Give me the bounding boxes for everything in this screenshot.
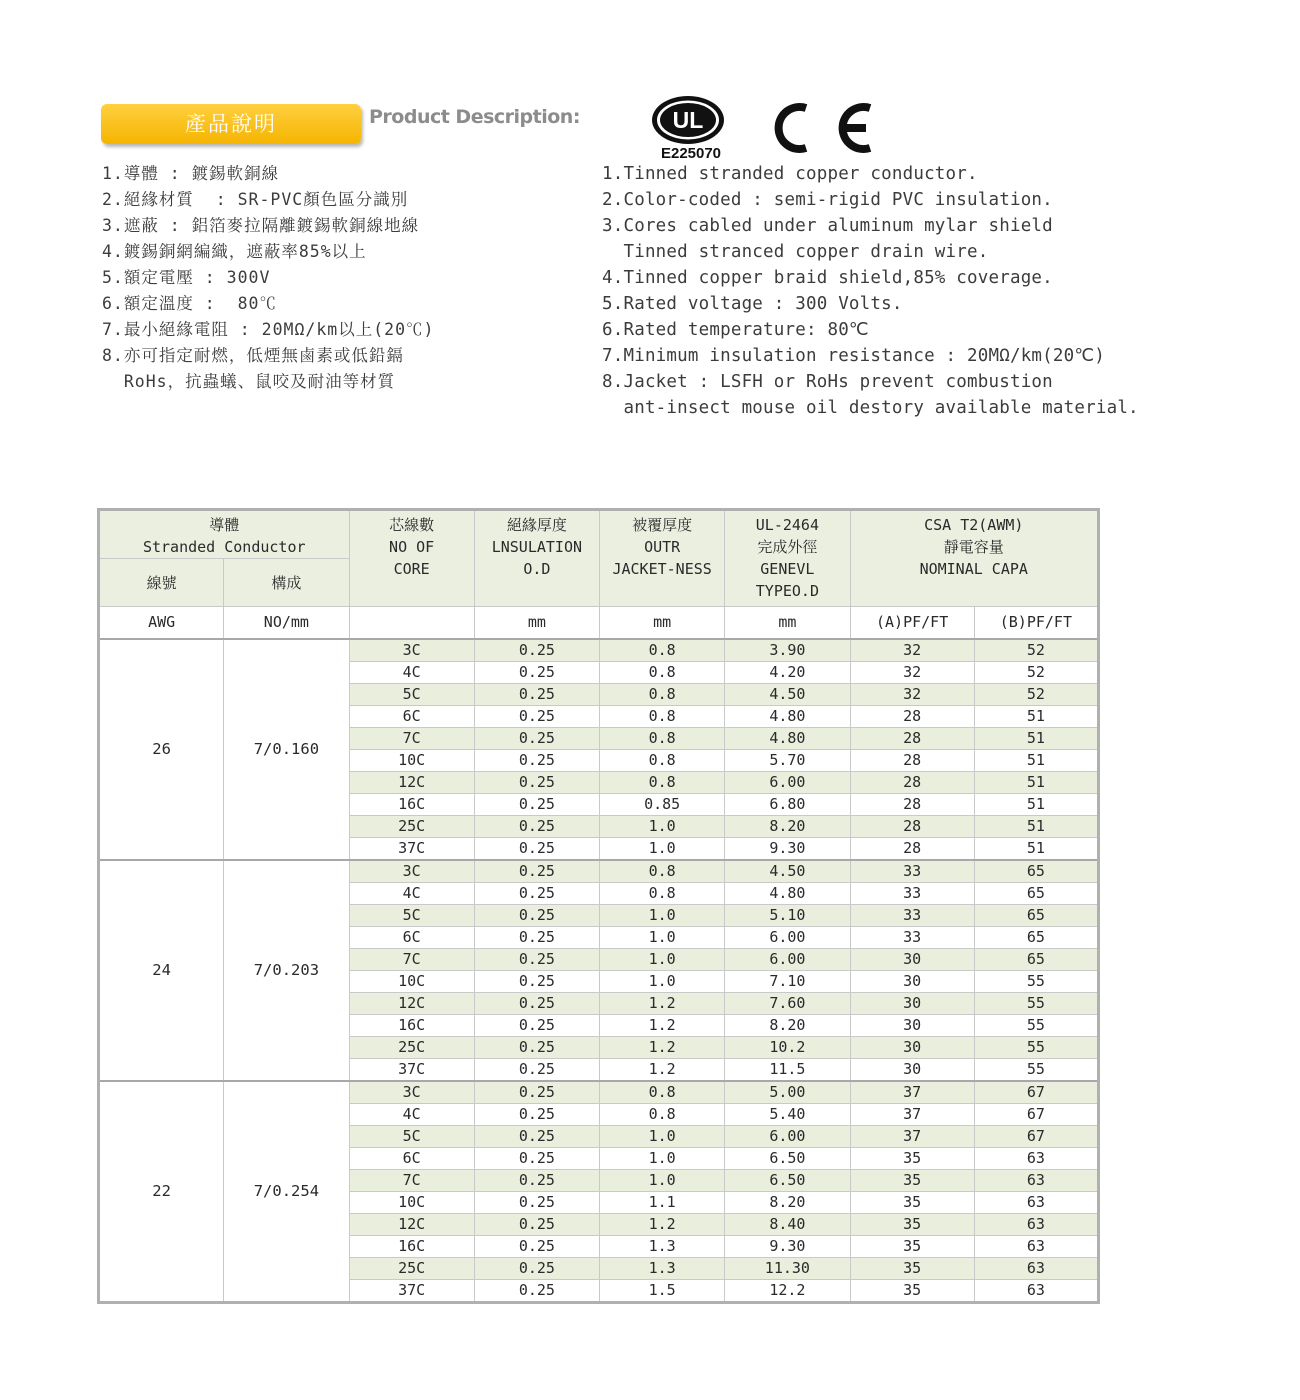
header-gauge: 線號 [99, 559, 224, 607]
od-cell: 5.70 [725, 750, 850, 772]
capa-a-cell: 33 [850, 883, 974, 905]
awg-cell: 24 [99, 860, 224, 1081]
feature-cn-item: 3.遮蔽 : 鋁箔麥拉隔離鍍錫軟銅線地線 [102, 216, 420, 235]
jacket-cell: 0.8 [600, 662, 725, 684]
unit-core [349, 607, 474, 640]
ins-cell: 0.25 [474, 1236, 599, 1258]
capa-b-cell: 51 [974, 772, 1098, 794]
ins-cell: 0.25 [474, 728, 599, 750]
feature-cn-item: 6.額定溫度 : 80℃ [102, 294, 277, 313]
capa-a-cell: 28 [850, 706, 974, 728]
jacket-cell: 0.8 [600, 772, 725, 794]
ins-cell: 0.25 [474, 639, 599, 662]
core-cell: 37C [349, 1059, 474, 1082]
od-cell: 8.20 [725, 816, 850, 838]
ins-cell: 0.25 [474, 1258, 599, 1280]
jacket-cell: 1.1 [600, 1192, 725, 1214]
od-cell: 8.40 [725, 1214, 850, 1236]
header-jacket-line: JACKET-NESS [612, 560, 712, 578]
od-cell: 6.00 [725, 1126, 850, 1148]
capa-a-cell: 35 [850, 1214, 974, 1236]
feature-en-item: 7.Minimum insulation resistance : 20MΩ/km(20℃) [602, 346, 1105, 366]
jacket-cell: 1.0 [600, 1148, 725, 1170]
core-cell: 16C [349, 794, 474, 816]
capa-a-cell: 35 [850, 1170, 974, 1192]
capa-b-cell: 65 [974, 949, 1098, 971]
feature-en-item: 2.Color-coded : semi-rigid PVC insulation. [602, 190, 1053, 210]
jacket-cell: 1.3 [600, 1236, 725, 1258]
jacket-cell: 1.0 [600, 971, 725, 993]
core-cell: 7C [349, 728, 474, 750]
capa-a-cell: 30 [850, 1037, 974, 1059]
header-od-line: UL-2464 [755, 516, 819, 534]
capa-a-cell: 37 [850, 1126, 974, 1148]
feature-en-item: 5.Rated voltage : 300 Volts. [602, 294, 903, 314]
header-jacket-line: OUTR [644, 538, 681, 556]
unit-od: mm [725, 607, 850, 640]
jacket-cell: 1.0 [600, 816, 725, 838]
feature-cn-item: 5.額定電壓 : 300V [102, 268, 271, 287]
core-cell: 3C [349, 639, 474, 662]
ul-file-number: E225070 [660, 145, 722, 160]
od-cell: 5.40 [725, 1104, 850, 1126]
capa-b-cell: 63 [974, 1148, 1098, 1170]
od-cell: 6.80 [725, 794, 850, 816]
ins-cell: 0.25 [474, 1170, 599, 1192]
capa-a-cell: 28 [850, 772, 974, 794]
header-capacitance [850, 510, 1099, 607]
jacket-cell: 0.8 [600, 860, 725, 883]
capa-a-cell: 33 [850, 927, 974, 949]
ins-cell: 0.25 [474, 838, 599, 861]
od-cell: 8.20 [725, 1015, 850, 1037]
od-cell: 6.00 [725, 772, 850, 794]
feature-list-chinese [102, 161, 434, 395]
ins-cell: 0.25 [474, 1214, 599, 1236]
construction-cell: 7/0.254 [224, 1081, 349, 1303]
jacket-cell: 0.8 [600, 1104, 725, 1126]
header-jacket-line: 被覆厚度 [632, 516, 693, 534]
od-cell: 9.30 [725, 838, 850, 861]
ins-cell: 0.25 [474, 905, 599, 927]
ins-cell: 0.25 [474, 993, 599, 1015]
od-cell: 10.2 [725, 1037, 850, 1059]
capa-b-cell: 63 [974, 1280, 1098, 1303]
capa-a-cell: 32 [850, 684, 974, 706]
feature-en-item: 6.Rated temperature: 80℃ [602, 320, 869, 340]
header-cores-line: NO OF [389, 538, 435, 556]
feature-cn-item: RoHs，抗蟲蟻、鼠咬及耐油等材質 [102, 372, 396, 391]
core-cell: 5C [349, 684, 474, 706]
jacket-cell: 0.85 [600, 794, 725, 816]
capa-b-cell: 65 [974, 883, 1098, 905]
jacket-cell: 1.2 [600, 993, 725, 1015]
ins-cell: 0.25 [474, 1104, 599, 1126]
jacket-cell: 1.5 [600, 1280, 725, 1303]
feature-list-english [602, 161, 1139, 421]
header-cores [349, 510, 474, 607]
od-cell: 11.5 [725, 1059, 850, 1082]
capa-a-cell: 28 [850, 728, 974, 750]
capa-a-cell: 28 [850, 750, 974, 772]
feature-cn-item: 1.導體 : 鍍錫軟銅線 [102, 164, 280, 183]
capa-b-cell: 51 [974, 816, 1098, 838]
ins-cell: 0.25 [474, 1015, 599, 1037]
ins-cell: 0.25 [474, 772, 599, 794]
header-conductor-en: Stranded Conductor [142, 538, 306, 556]
capa-b-cell: 63 [974, 1214, 1098, 1236]
capa-b-cell: 51 [974, 728, 1098, 750]
core-cell: 25C [349, 816, 474, 838]
jacket-cell: 1.3 [600, 1258, 725, 1280]
feature-en-item: 3.Cores cabled under aluminum mylar shield [602, 216, 1053, 236]
capa-b-cell: 55 [974, 1015, 1098, 1037]
capa-b-cell: 67 [974, 1104, 1098, 1126]
feature-en-item: Tinned stranced copper drain wire. [602, 242, 989, 262]
feature-cn-item: 8.亦可指定耐燃，低煙無鹵素或低鉛鎘 [102, 346, 404, 365]
capa-a-cell: 33 [850, 860, 974, 883]
jacket-cell: 1.2 [600, 1214, 725, 1236]
capa-a-cell: 35 [850, 1148, 974, 1170]
od-cell: 6.50 [725, 1170, 850, 1192]
jacket-cell: 1.0 [600, 905, 725, 927]
jacket-cell: 1.2 [600, 1015, 725, 1037]
cable-spec-table [97, 508, 1100, 1304]
capa-b-cell: 63 [974, 1192, 1098, 1214]
capa-b-cell: 67 [974, 1081, 1098, 1104]
header-capa-line: 靜電容量 [943, 538, 1004, 556]
core-cell: 37C [349, 1280, 474, 1303]
jacket-cell: 1.0 [600, 1126, 725, 1148]
unit-insulation: mm [474, 607, 599, 640]
construction-cell: 7/0.160 [224, 639, 349, 860]
core-cell: 37C [349, 838, 474, 861]
capa-b-cell: 51 [974, 706, 1098, 728]
core-cell: 12C [349, 993, 474, 1015]
feature-en-item: 1.Tinned stranded copper conductor. [602, 164, 978, 184]
capa-a-cell: 30 [850, 993, 974, 1015]
jacket-cell: 0.8 [600, 883, 725, 905]
od-cell: 9.30 [725, 1236, 850, 1258]
unit-no-mm: NO/mm [224, 607, 349, 640]
capa-b-cell: 51 [974, 838, 1098, 861]
core-cell: 4C [349, 1104, 474, 1126]
od-cell: 5.10 [725, 905, 850, 927]
capa-a-cell: 30 [850, 971, 974, 993]
capa-a-cell: 33 [850, 905, 974, 927]
jacket-cell: 0.8 [600, 1081, 725, 1104]
ins-cell: 0.25 [474, 883, 599, 905]
core-cell: 16C [349, 1236, 474, 1258]
ins-cell: 0.25 [474, 949, 599, 971]
feature-en-item: 4.Tinned copper braid shield,85% coverage. [602, 268, 1053, 288]
capa-a-cell: 35 [850, 1192, 974, 1214]
capa-b-cell: 55 [974, 993, 1098, 1015]
header-capa-line: NOMINAL CAPA [919, 560, 1028, 578]
od-cell: 5.00 [725, 1081, 850, 1104]
jacket-cell: 1.0 [600, 927, 725, 949]
od-cell: 4.20 [725, 662, 850, 684]
awg-cell: 26 [99, 639, 224, 860]
ul-mark-text: UL [672, 107, 704, 133]
header-od-line: TYPEO.D [755, 582, 819, 600]
header-insulation [474, 510, 599, 607]
od-cell: 4.50 [725, 684, 850, 706]
capa-a-cell: 35 [850, 1236, 974, 1258]
jacket-cell: 0.8 [600, 706, 725, 728]
header-jacket [600, 510, 725, 607]
header-insulation-line: LNSULATION [491, 538, 583, 556]
ins-cell: 0.25 [474, 927, 599, 949]
feature-cn-item: 4.鍍錫銅網編織，遮蔽率85%以上 [102, 242, 367, 261]
od-cell: 12.2 [725, 1280, 850, 1303]
jacket-cell: 1.0 [600, 838, 725, 861]
capa-a-cell: 28 [850, 838, 974, 861]
od-cell: 6.00 [725, 927, 850, 949]
capa-b-cell: 51 [974, 794, 1098, 816]
header-construction: 構成 [224, 559, 349, 607]
ins-cell: 0.25 [474, 794, 599, 816]
jacket-cell: 1.2 [600, 1037, 725, 1059]
jacket-cell: 0.8 [600, 750, 725, 772]
header-insulation-line: O.D [523, 560, 551, 578]
capa-a-cell: 37 [850, 1081, 974, 1104]
ins-cell: 0.25 [474, 1280, 599, 1303]
ins-cell: 0.25 [474, 662, 599, 684]
od-cell: 7.60 [725, 993, 850, 1015]
core-cell: 4C [349, 662, 474, 684]
jacket-cell: 0.8 [600, 639, 725, 662]
od-cell: 3.90 [725, 639, 850, 662]
od-cell: 6.50 [725, 1148, 850, 1170]
od-cell: 6.00 [725, 949, 850, 971]
capa-b-cell: 52 [974, 639, 1098, 662]
table-row [99, 639, 1099, 662]
ins-cell: 0.25 [474, 1192, 599, 1214]
ins-cell: 0.25 [474, 684, 599, 706]
table-row [99, 1081, 1099, 1104]
header-insulation-line: 絕緣厚度 [506, 516, 567, 534]
capa-b-cell: 55 [974, 1037, 1098, 1059]
jacket-cell: 0.8 [600, 684, 725, 706]
feature-cn-item: 2.絕緣材質 : SR-PVC顏色區分識別 [102, 190, 409, 209]
od-cell: 7.10 [725, 971, 850, 993]
capa-a-cell: 32 [850, 639, 974, 662]
capa-b-cell: 63 [974, 1258, 1098, 1280]
capa-a-cell: 37 [850, 1104, 974, 1126]
core-cell: 6C [349, 706, 474, 728]
feature-en-item: ant-insect mouse oil destory available material. [602, 398, 1139, 418]
table-row [99, 860, 1099, 883]
capa-b-cell: 63 [974, 1170, 1098, 1192]
core-cell: 7C [349, 1170, 474, 1192]
header-conductor-cn: 導體 [209, 516, 240, 534]
core-cell: 12C [349, 772, 474, 794]
capa-b-cell: 55 [974, 1059, 1098, 1082]
od-cell: 8.20 [725, 1192, 850, 1214]
capa-a-cell: 32 [850, 662, 974, 684]
ins-cell: 0.25 [474, 1148, 599, 1170]
capa-b-cell: 65 [974, 905, 1098, 927]
jacket-cell: 1.0 [600, 949, 725, 971]
od-cell: 11.30 [725, 1258, 850, 1280]
core-cell: 4C [349, 883, 474, 905]
core-cell: 10C [349, 750, 474, 772]
od-cell: 4.80 [725, 728, 850, 750]
core-cell: 5C [349, 905, 474, 927]
capa-b-cell: 51 [974, 750, 1098, 772]
feature-cn-item: 7.最小絕緣電阻 : 20MΩ/km以上(20℃) [102, 320, 435, 339]
capa-b-cell: 65 [974, 860, 1098, 883]
jacket-cell: 1.2 [600, 1059, 725, 1082]
capa-a-cell: 30 [850, 1015, 974, 1037]
core-cell: 16C [349, 1015, 474, 1037]
capa-b-cell: 55 [974, 971, 1098, 993]
od-cell: 4.80 [725, 706, 850, 728]
unit-capa-b: (B)PF/FT [974, 607, 1098, 640]
construction-cell: 7/0.203 [224, 860, 349, 1081]
awg-cell: 22 [99, 1081, 224, 1303]
capa-a-cell: 28 [850, 816, 974, 838]
ins-cell: 0.25 [474, 750, 599, 772]
capa-b-cell: 52 [974, 684, 1098, 706]
ins-cell: 0.25 [474, 971, 599, 993]
header-od-line: GENEVL [760, 560, 815, 578]
unit-awg: AWG [99, 607, 224, 640]
product-description-title: Product Description: [369, 106, 580, 128]
core-cell: 3C [349, 860, 474, 883]
capa-a-cell: 35 [850, 1280, 974, 1303]
od-cell: 4.80 [725, 883, 850, 905]
header-cores-line: CORE [393, 560, 430, 578]
product-description-badge: 產品說明 [101, 104, 361, 144]
header-od-line: 完成外徑 [757, 538, 818, 556]
ins-cell: 0.25 [474, 1059, 599, 1082]
core-cell: 7C [349, 949, 474, 971]
feature-en-item: 8.Jacket : LSFH or RoHs prevent combustion [602, 372, 1053, 392]
capa-a-cell: 35 [850, 1258, 974, 1280]
capa-b-cell: 67 [974, 1126, 1098, 1148]
ins-cell: 0.25 [474, 1081, 599, 1104]
capa-b-cell: 52 [974, 662, 1098, 684]
capa-a-cell: 30 [850, 949, 974, 971]
header-capa-line: CSA T2(AWM) [924, 516, 1024, 534]
jacket-cell: 0.8 [600, 728, 725, 750]
capa-b-cell: 63 [974, 1236, 1098, 1258]
core-cell: 10C [349, 1192, 474, 1214]
unit-capa-a: (A)PF/FT [850, 607, 974, 640]
spec-table-body [99, 639, 1099, 1303]
ce-mark-logo [766, 100, 878, 156]
core-cell: 25C [349, 1258, 474, 1280]
header-od [725, 510, 850, 607]
unit-jacket: mm [600, 607, 725, 640]
capa-a-cell: 28 [850, 794, 974, 816]
od-cell: 4.50 [725, 860, 850, 883]
ul-certification-logo [648, 94, 738, 160]
core-cell: 12C [349, 1214, 474, 1236]
header-cores-line: 芯線數 [389, 516, 435, 534]
core-cell: 3C [349, 1081, 474, 1104]
capa-a-cell: 30 [850, 1059, 974, 1082]
core-cell: 25C [349, 1037, 474, 1059]
ins-cell: 0.25 [474, 1126, 599, 1148]
ins-cell: 0.25 [474, 816, 599, 838]
core-cell: 5C [349, 1126, 474, 1148]
core-cell: 6C [349, 1148, 474, 1170]
core-cell: 10C [349, 971, 474, 993]
jacket-cell: 1.0 [600, 1170, 725, 1192]
core-cell: 6C [349, 927, 474, 949]
ins-cell: 0.25 [474, 1037, 599, 1059]
capa-b-cell: 65 [974, 927, 1098, 949]
header-conductor [99, 510, 350, 559]
ins-cell: 0.25 [474, 706, 599, 728]
ins-cell: 0.25 [474, 860, 599, 883]
